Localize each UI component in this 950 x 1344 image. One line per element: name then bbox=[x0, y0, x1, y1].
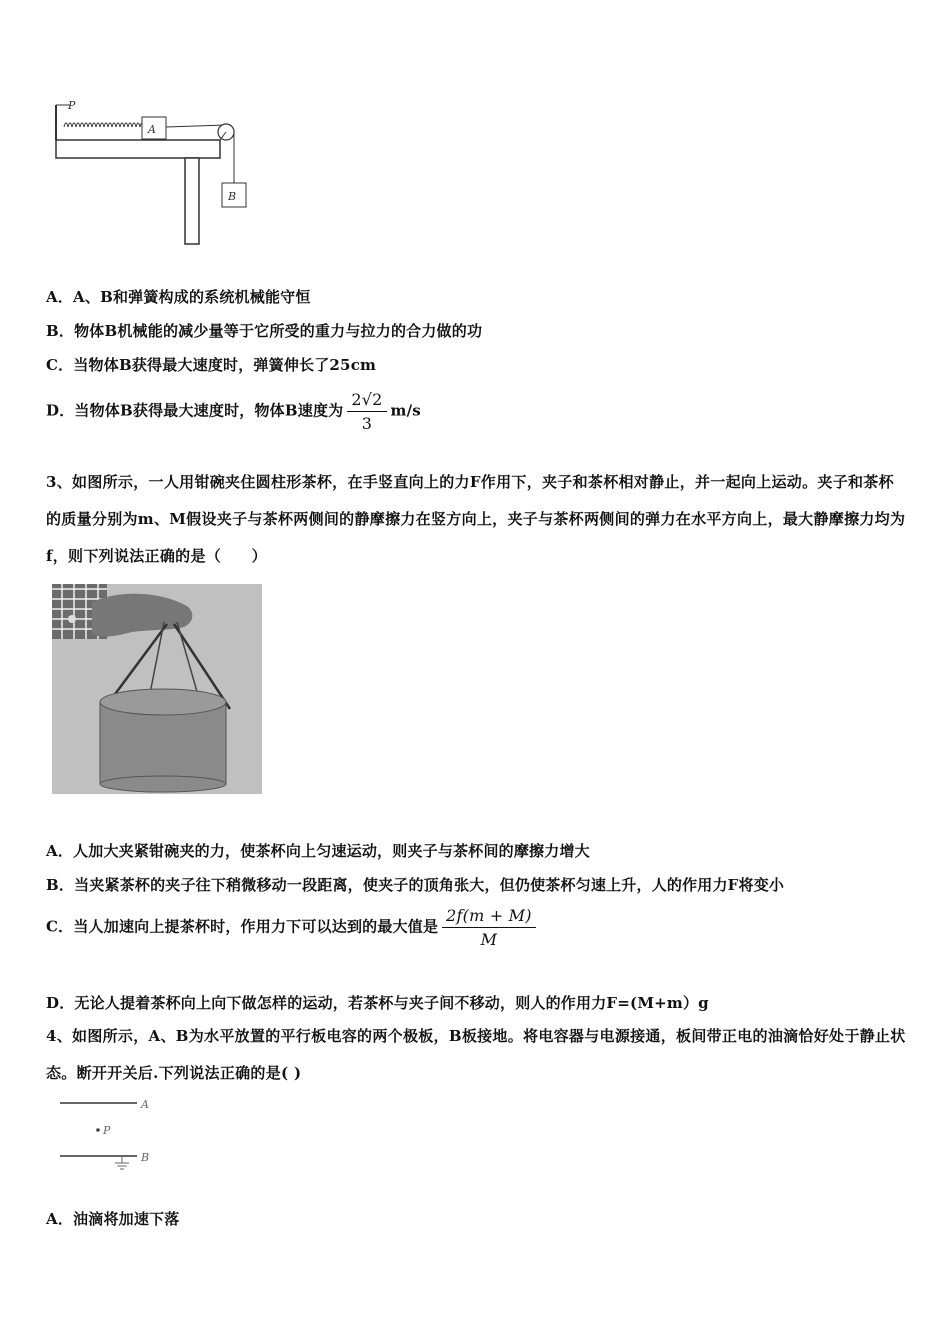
q2-option-c: C．当物体B获得最大速度时，弹簧伸长了25cm bbox=[46, 356, 377, 374]
q4-stem: 4、如图所示，A、B为水平放置的平行板电容的两个极板，B板接地。将电容器与电源接通，板间带正电的油滴恰好处于静止状态。断开开关后.下列说法正确的是( ) bbox=[46, 1027, 906, 1082]
tongs-cup-photo bbox=[52, 584, 262, 794]
velocity-fraction: $\frac{2√2}{3}$ bbox=[347, 390, 386, 433]
svg-text:A: A bbox=[148, 123, 156, 136]
svg-text:A: A bbox=[141, 1098, 149, 1111]
table-top bbox=[56, 140, 220, 158]
max-force-fraction: $\frac{2f(m + M)}{M}$ bbox=[442, 906, 536, 949]
svg-text:B: B bbox=[141, 1151, 150, 1164]
spring-pulley-figure bbox=[50, 95, 260, 250]
q3-option-a: A．人加大夹紧钳碗夹的力，使茶杯向上匀速运动，则夹子与茶杯间的摩擦力增大 bbox=[46, 842, 590, 860]
q3-option-c: C．当人加速向上提茶杯时，作用力下可以达到的最大值是 $\frac{2f(m + M)}{M}$ bbox=[46, 906, 540, 949]
q4-option-a: A．油滴将加速下落 bbox=[46, 1210, 180, 1228]
q3-stem: 3、如图所示，一人用钳碗夹住圆柱形茶杯，在手竖直向上的力F作用下，夹子和茶杯相对静止，并一起向上运动。夹子和茶杯的质量分别为m、M假设夹子与茶杯两侧间的静摩擦力在竖方向上，夹子与茶杯两侧间的弹力在水平方向上，最大静摩擦力均为f，则下列说法正确的是（ ） bbox=[46, 473, 906, 565]
label-p: P bbox=[68, 99, 76, 112]
q3-option-b: B．当夹紧茶杯的夹子往下稍微移动一段距离，使夹子的顶角张大，但仍使茶杯匀速上升，人的作用力F将变小 bbox=[46, 876, 785, 894]
capacitor-figure bbox=[55, 1095, 165, 1175]
svg-text:P: P bbox=[103, 1124, 111, 1137]
spring bbox=[64, 123, 148, 127]
svg-text:B: B bbox=[228, 190, 237, 203]
oil-drop-p bbox=[96, 1128, 100, 1132]
q3-option-d: D．无论人提着茶杯向上向下做怎样的运动，若茶杯与夹子间不移动，则人的作用力F=(M+m）g bbox=[46, 994, 709, 1012]
q2-option-b: B．物体B机械能的减少量等于它所受的重力与拉力的合力做的功 bbox=[46, 322, 483, 340]
q2-option-a: A．A、B和弹簧构成的系统机械能守恒 bbox=[46, 288, 311, 306]
q2-option-d: D．当物体B获得最大速度时，物体B速度为 $\frac{2√2}{3}$ m/s bbox=[46, 390, 421, 433]
table-leg bbox=[185, 158, 199, 244]
